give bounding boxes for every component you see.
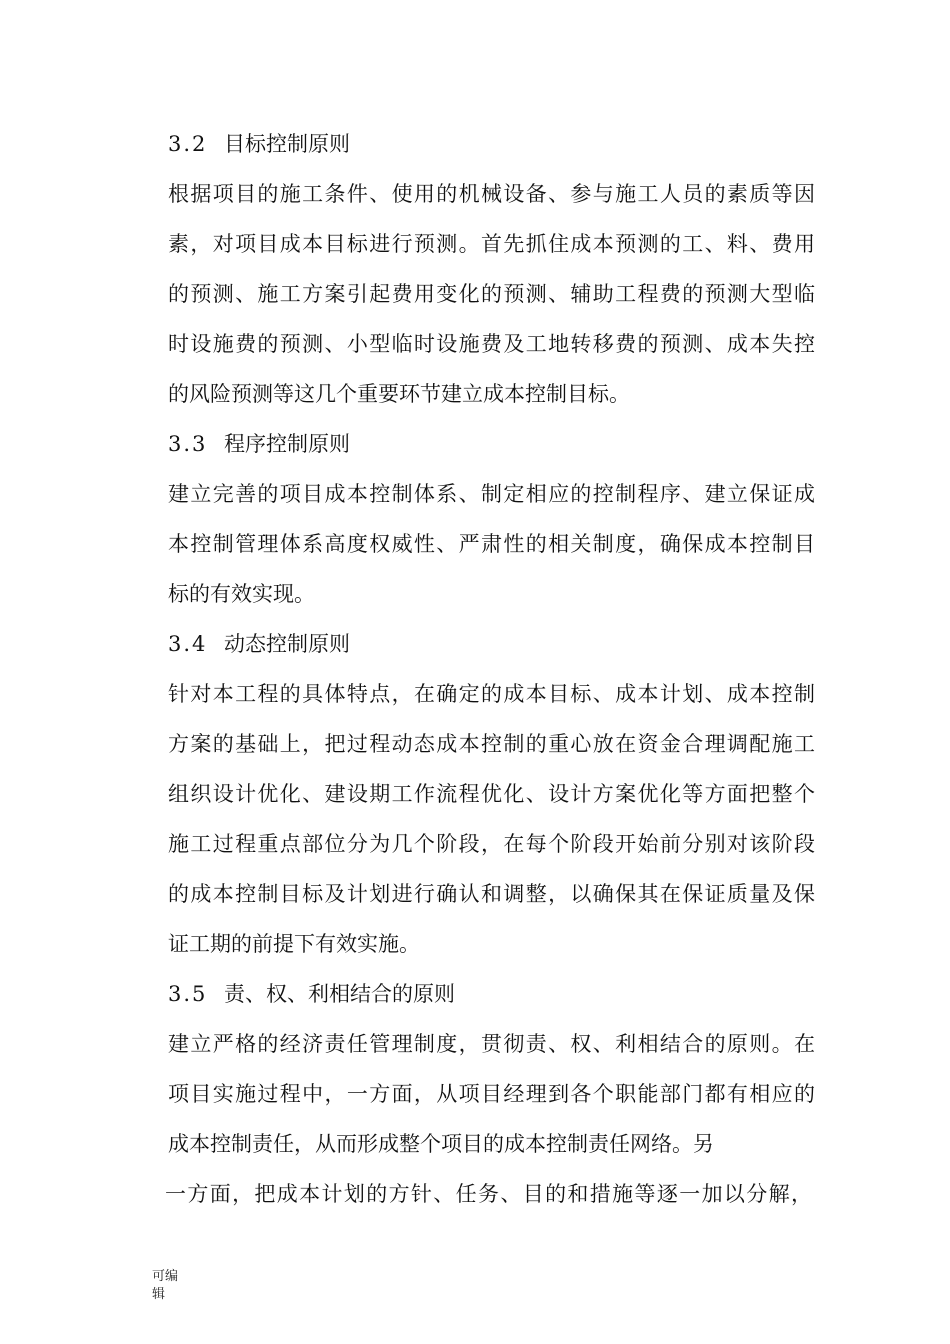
section-heading-3-5 — [168, 969, 828, 1019]
section-number: 3.3 — [168, 432, 208, 456]
section-title: 程序控制原则 — [224, 432, 350, 456]
paragraph-line: 建立严格的经济责任管理制度，贯彻责、权、利相结合的原则。在 — [168, 1032, 815, 1056]
paragraph-line: 组织设计优化、建设期工作流程优化、设计方案优化等方面把整个 — [168, 782, 815, 806]
section-number: 3.5 — [168, 982, 208, 1006]
paragraph-line: 的成本控制目标及计划进行确认和调整，以确保其在保证质量及保 — [168, 882, 815, 906]
section-title: 动态控制原则 — [224, 632, 350, 656]
section-heading-3-4 — [168, 619, 828, 669]
section-title: 责、权、利相结合的原则 — [224, 982, 455, 1006]
paragraph-line: 时设施费的预测、小型临时设施费及工地转移费的预测、成本失控 — [168, 332, 815, 356]
page-footer — [152, 1268, 178, 1304]
paragraph-line: 方案的基础上，把过程动态成本控制的重心放在资金合理调配施工 — [168, 732, 815, 756]
paragraph-line: 证工期的前提下有效实施。 — [168, 932, 420, 956]
paragraph-line: 的预测、施工方案引起费用变化的预测、辅助工程费的预测大型临 — [168, 282, 815, 306]
paragraph-line: 的风险预测等这几个重要环节建立成本控制目标。 — [168, 382, 630, 406]
paragraph-line: 建立完善的项目成本控制体系、制定相应的控制程序、建立保证成 — [168, 482, 815, 506]
paragraph-line: 素，对项目成本目标进行预测。首先抓住成本预测的工、料、费用 — [168, 232, 815, 256]
section-heading-3-3 — [168, 419, 828, 469]
footer-line: 可编 — [152, 1269, 179, 1284]
document-body — [165, 119, 828, 1219]
footer-line: 辑 — [152, 1287, 166, 1302]
section-title: 目标控制原则 — [224, 132, 350, 156]
paragraph-line: 根据项目的施工条件、使用的机械设备、参与施工人员的素质等因 — [168, 182, 815, 206]
paragraph-line: 施工过程重点部位分为几个阶段，在每个阶段开始前分别对该阶段 — [168, 832, 815, 856]
paragraph-line: 本控制管理体系高度权威性、严肃性的相关制度，确保成本控制目 — [168, 532, 815, 556]
section-number: 3.4 — [168, 632, 208, 656]
paragraph-line: 针对本工程的具体特点，在确定的成本目标、成本计划、成本控制 — [168, 682, 815, 706]
paragraph-line: 标的有效实现。 — [168, 582, 315, 606]
section-number: 3.2 — [168, 132, 208, 156]
paragraph-line: 成本控制责任，从而形成整个项目的成本控制责任网络。另 — [168, 1132, 714, 1156]
section-heading-3-2 — [168, 119, 828, 169]
paragraph-line: 项目实施过程中，一方面，从项目经理到各个职能部门都有相应的 — [168, 1082, 815, 1106]
paragraph-line: 一方面，把成本计划的方针、任务、目的和措施等逐一加以分解， — [165, 1182, 812, 1206]
